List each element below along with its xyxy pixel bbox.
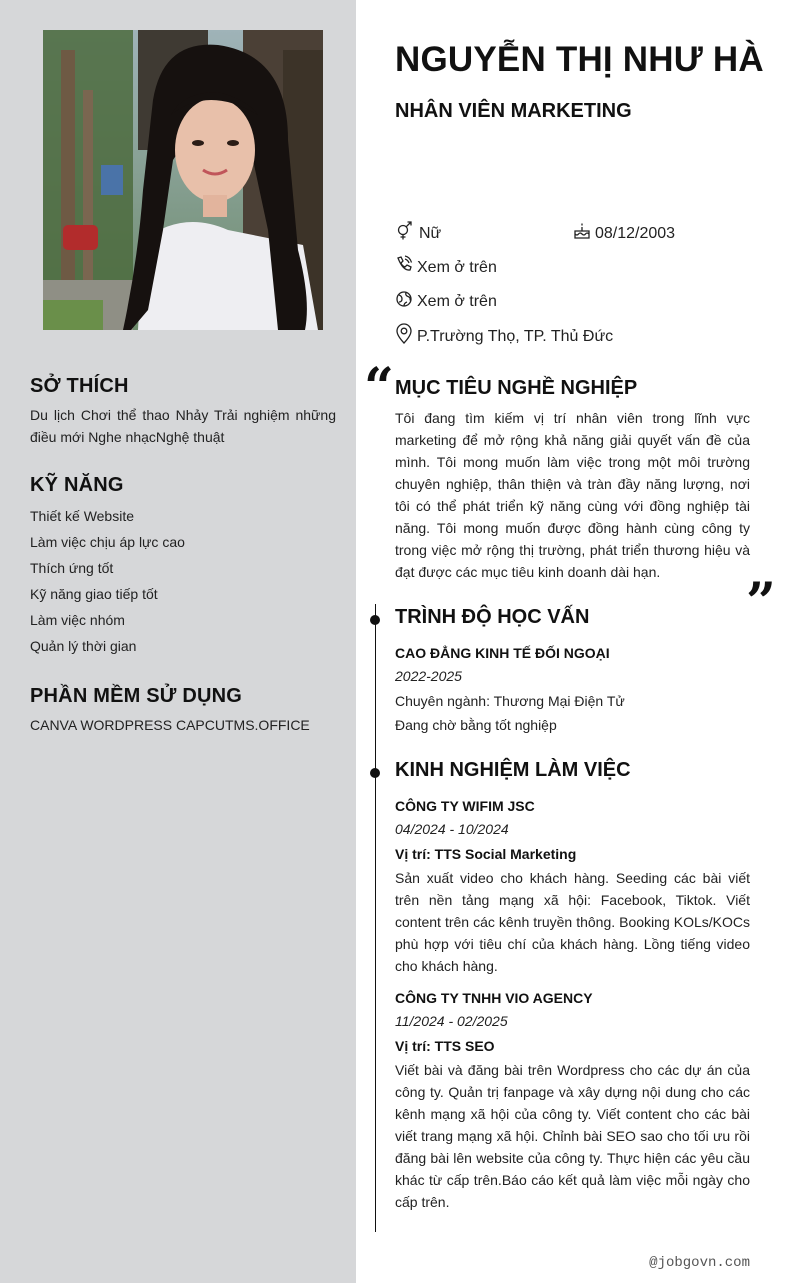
job-title: NHÂN VIÊN MARKETING (395, 100, 632, 122)
watermark: @jobgovn.com (649, 1255, 750, 1271)
birthdate-row (573, 221, 675, 246)
job-description: Viết bài và đăng bài trên Wordpress cho các dự án của công ty. Quản trị fanpage và xây dựng nội dung cho các kênh mạng xã hội của công ty. Viết content cho các bài viết trang mạng xã hội. Chỉnh bài SEO sao cho tối ưu rồi đăng bài lên website của công ty. Thực hiện các yêu cầu khác từ cấp trên.Báo cáo kết quả làm việc mỗi ngày cho cấp trên. (395, 1062, 750, 1210)
timeline-dot (370, 615, 380, 625)
birthdate-value: 08/12/2003 (595, 224, 676, 242)
software-section (30, 684, 336, 736)
school-name: CAO ĐẲNG KINH TẾ ĐỐI NGOẠI (395, 645, 610, 661)
skills-title: KỸ NĂNG (30, 474, 124, 496)
open-quote-icon: “ (364, 357, 394, 418)
candidate-name: NGUYỄN THỊ NHƯ HÀ (395, 40, 764, 79)
job-description: Sản xuất video cho khách hàng. Seeding các bài viết trên nền tảng mạng xã hội: Facebook, Tiktok. Viết content trên các kênh truyền thông. Booking KOLs/KOCs phù hợp với tiêu chí của khách hàng. Lồng tiếng video cho khách hàng. (395, 870, 750, 974)
experience-title: KINH NGHIỆM LÀM VIỆC (395, 759, 631, 781)
cake-icon (573, 221, 595, 246)
skills-section (30, 473, 336, 663)
objective-text: Tôi đang tìm kiếm vị trí nhân viên trong lĩnh vực marketing để mở rộng khả năng giải quyết vấn đề của mình. Tôi mong muốn làm việc trong một môi trường chuyên nghiệp, thân thiện và tràn đầy năng lượng, nơi tôi có thể phát triển kỹ năng cùng với đồng nghiệp tài năng. Tôi mong muốn được đồng hành cùng công ty trong việc mở rộng thị trường, phát triển thương hiệu và đạt được các mục tiêu kinh doanh dài hạn. (395, 410, 750, 580)
job-position: Vị trí: TTS Social Marketing (395, 846, 577, 862)
gender-value: Nữ (419, 224, 442, 242)
skill-item: Quản lý thời gian (30, 638, 137, 654)
profile-photo (43, 30, 323, 330)
software-text: CANVA WORDPRESS CAPCUTMS.OFFICE (30, 717, 310, 733)
close-quote-icon: ” (746, 572, 776, 633)
hobbies-section (30, 374, 336, 448)
objective-title: MỤC TIÊU NGHỀ NGHIỆP (395, 377, 638, 399)
gender-row (395, 221, 441, 246)
address-row (395, 323, 613, 350)
skills-list (30, 507, 336, 655)
company-name: CÔNG TY TNHH VIO AGENCY (395, 990, 593, 1006)
job-position: Vị trí: TTS SEO (395, 1038, 495, 1054)
education-status: Đang chờ bằng tốt nghiệp (395, 717, 557, 733)
education-period: 2022-2025 (395, 668, 462, 684)
job-period: 11/2024 - 02/2025 (395, 1013, 508, 1029)
website-value: Xem ở trên (417, 292, 497, 310)
phone-row (395, 255, 497, 280)
address-value: P.Trường Thọ, TP. Thủ Đức (417, 327, 614, 345)
education-major: Chuyên ngành: Thương Mại Điện Tử (395, 693, 625, 709)
software-title: PHẦN MỀM SỬ DỤNG (30, 685, 243, 707)
hobbies-title: SỞ THÍCH (30, 375, 129, 397)
company-name: CÔNG TY WIFIM JSC (395, 798, 535, 814)
skill-item: Thích ứng tốt (30, 560, 114, 576)
gender-icon (395, 221, 419, 246)
skill-item: Thiết kế Website (30, 508, 135, 524)
skill-item: Kỹ năng giao tiếp tốt (30, 586, 158, 602)
phone-value: Xem ở trên (417, 258, 497, 276)
education-title: TRÌNH ĐỘ HỌC VẤN (395, 606, 590, 628)
skill-item: Làm việc nhóm (30, 612, 125, 628)
location-pin-icon (395, 323, 417, 350)
timeline-dot (370, 768, 380, 778)
website-row (395, 289, 497, 314)
job-period: 04/2024 - 10/2024 (395, 821, 509, 837)
globe-icon (395, 289, 417, 314)
phone-icon (395, 255, 417, 280)
hobbies-text: Du lịch Chơi thể thao Nhảy Trải nghiệm những điều mới Nghe nhạcNghệ thuật (30, 407, 336, 445)
timeline-line (375, 604, 376, 1232)
skill-item: Làm việc chịu áp lực cao (30, 534, 185, 550)
